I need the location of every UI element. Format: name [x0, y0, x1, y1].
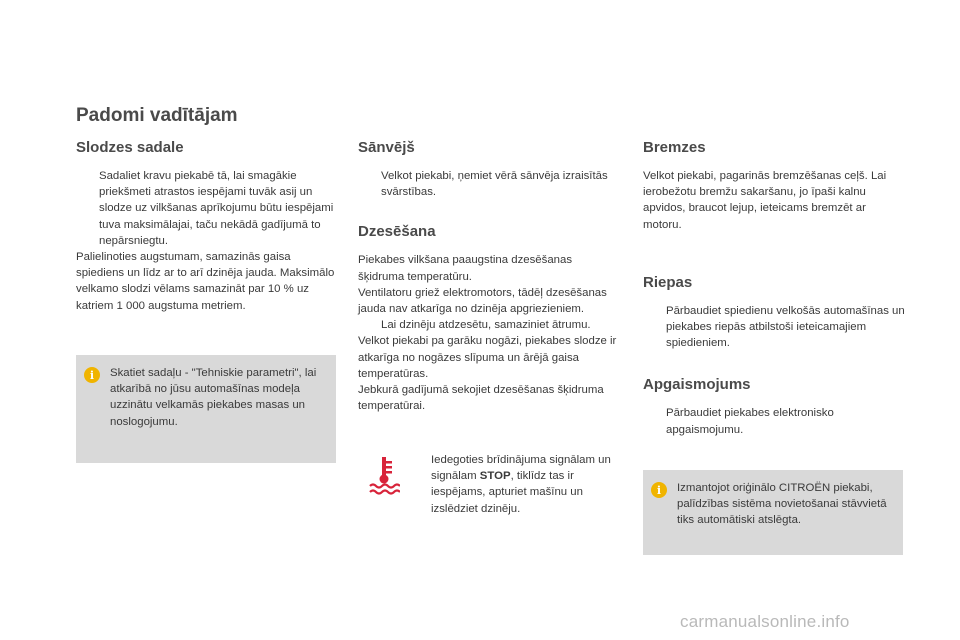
bullet-marker-icon: [408, 452, 431, 517]
bullet-marker-icon: [643, 405, 666, 437]
column-right: [643, 138, 905, 438]
coolant-warning-block: [368, 452, 628, 517]
info-note-box: i Skatiet sadaļu - "Tehniskie parametri", lai atkarībā no jūsu automašīnas modeļa uzzinātu velkamās piekabes masas un noslogojumu.: [76, 355, 336, 463]
list-item: Pārbaudiet piekabes elektronisko apgaismojumu.: [643, 405, 905, 437]
page-title: Padomi vadītājam: [76, 105, 238, 126]
paragraph: Ventilatoru griež elektromotors, tādēļ dzesēšanas jauda nav atkarīga no dzinēja apgriezieniem.: [358, 286, 607, 316]
list-item: Pārbaudiet spiedienu velkošās automašīnas un piekabes riepās atbilstoši ieteicamajiem spiedieniem.: [643, 303, 905, 352]
paragraph: Velkot piekabi pa garāku nogāzi, piekabes slodze ir atkarīga no nogāzes slīpuma un ārējā gaisa temperatūras.: [358, 335, 617, 380]
bullet-marker-icon: [358, 317, 381, 333]
paragraph: Velkot piekabi, pagarinās bremzēšanas ceļš. Lai ierobežotu bremžu sakaršanu, jo īpaši kalnu apvidos, braucot lejup, ieteicams bremzēt ar motoru.: [643, 170, 887, 231]
bullet-marker-icon: [76, 168, 99, 249]
coolant-temperature-warning-icon: [368, 455, 400, 495]
bullet-marker-icon: [643, 303, 666, 352]
list-item: Sadaliet kravu piekabē tā, lai smagākie priekšmeti atrastos iespējami tuvāk asij un slodze uz vilkšanas aprīkojumu būtu iespējami tuva maksimālajai, taču nekādā gadījumā to nepārsniegtu.: [76, 168, 338, 249]
section-heading-load: Slodzes sadale: [76, 139, 184, 156]
list-item: Lai dzinēju atdzesētu, samaziniet ātrumu.: [358, 317, 620, 333]
section-heading-tyres: Riepas: [643, 273, 693, 291]
section-heading-brakes: Bremzes: [643, 139, 706, 156]
stop-label: STOP: [479, 470, 511, 483]
paragraph: Jebkurā gadījumā sekojiet dzesēšanas šķidruma temperatūrai.: [358, 384, 604, 413]
info-icon: i: [84, 367, 100, 383]
section-heading-cooling: Dzesēšana: [358, 223, 436, 241]
info-icon: i: [651, 482, 667, 498]
info-note-box: i Izmantojot oriģinālo CITROËN piekabi, palīdzības sistēma novietošanai stāvvietā tiks automātiski atslēgta.: [643, 470, 903, 555]
column-left: [76, 138, 338, 314]
column-middle: [358, 138, 620, 414]
section-heading-crosswind: Sānvējš: [358, 139, 415, 156]
watermark: carmanualsonline.info: [680, 612, 850, 631]
paragraph: Piekabes vilkšana paaugstina dzesēšanas šķidruma temperatūru.: [358, 254, 573, 283]
paragraph: Palielinoties augstumam, samazinās gaisa spiediens un līdz ar to arī dzinēja jauda. Maksimālo velkamo slodzi vēlams samazināt par 10 % uz katriem 1 000 augstuma metriem.: [76, 251, 335, 312]
bullet-marker-icon: [358, 168, 381, 200]
list-item: Velkot piekabi, ņemiet vērā sānvēja izraisītās svārstības.: [358, 168, 620, 200]
section-heading-lighting: Apgaismojums: [643, 376, 751, 394]
list-item: Iedegoties brīdinājuma signālam un signālam STOP, tiklīdz tas ir iespējams, apturiet mašīnu un izslēdziet dzinēju.: [408, 452, 628, 517]
